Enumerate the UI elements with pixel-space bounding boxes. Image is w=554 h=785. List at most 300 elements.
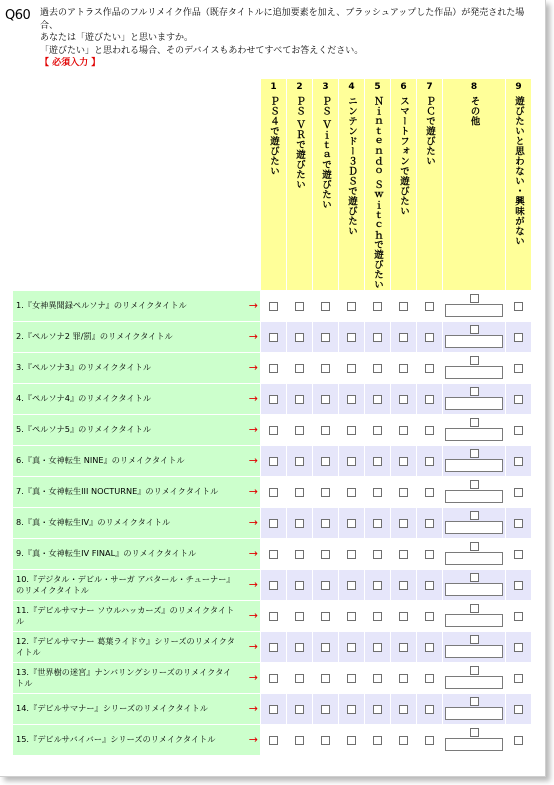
checkbox-other[interactable] — [470, 573, 479, 582]
answer-cell — [365, 384, 390, 414]
table-row — [13, 508, 531, 538]
checkbox-option-6[interactable] — [399, 550, 408, 559]
answer-cell — [287, 415, 312, 445]
answer-cell — [443, 291, 505, 321]
answer-cell — [365, 632, 390, 662]
checkbox-option-6[interactable] — [399, 705, 408, 714]
checkbox-option-4[interactable] — [347, 426, 356, 435]
question-line: あなたは「遊びたい」と思いますか。 — [40, 33, 194, 43]
checkbox-option-5[interactable] — [373, 488, 382, 497]
checkbox-option-2[interactable] — [295, 612, 304, 621]
arrow-icon: → — [248, 330, 258, 344]
table-row — [13, 539, 531, 569]
answer-cell — [443, 477, 505, 507]
checkbox-other[interactable] — [470, 418, 479, 427]
checkbox-option-3[interactable] — [321, 333, 330, 342]
checkbox-option-4[interactable] — [347, 333, 356, 342]
answer-cell — [506, 446, 531, 476]
answer-cell — [506, 322, 531, 352]
column-number: 6 — [400, 82, 407, 92]
checkbox-option-4[interactable] — [347, 674, 356, 683]
checkbox-option-2[interactable] — [295, 581, 304, 590]
checkbox-option-7[interactable] — [425, 674, 434, 683]
checkbox-other[interactable] — [470, 325, 479, 334]
answer-cell — [417, 446, 442, 476]
checkbox-option-3[interactable] — [321, 674, 330, 683]
arrow-icon: → — [248, 361, 258, 375]
checkbox-option-3[interactable] — [321, 705, 330, 714]
checkbox-option-2[interactable] — [295, 643, 304, 652]
other-option — [443, 294, 505, 317]
checkbox-option-5[interactable] — [373, 643, 382, 652]
answer-cell — [261, 291, 286, 321]
checkbox-option-2[interactable] — [295, 488, 304, 497]
checkbox-option-7[interactable] — [425, 395, 434, 404]
answer-cell — [365, 353, 390, 383]
answer-cell — [261, 353, 286, 383]
checkbox-option-5[interactable] — [373, 302, 382, 311]
checkbox-option-4[interactable] — [347, 643, 356, 652]
answer-cell — [443, 570, 505, 600]
checkbox-other[interactable] — [470, 666, 479, 675]
checkbox-other[interactable] — [470, 449, 479, 458]
checkbox-option-5[interactable] — [373, 395, 382, 404]
checkbox-option-9[interactable] — [514, 674, 523, 683]
checkbox-option-7[interactable] — [425, 333, 434, 342]
answer-cell — [339, 725, 364, 755]
checkbox-option-6[interactable] — [399, 302, 408, 311]
checkbox-option-1[interactable] — [269, 705, 278, 714]
column-number: 9 — [515, 82, 522, 92]
checkbox-option-3[interactable] — [321, 395, 330, 404]
answer-cell — [339, 353, 364, 383]
checkbox-option-9[interactable] — [514, 550, 523, 559]
answer-cell — [443, 353, 505, 383]
checkbox-option-9[interactable] — [514, 395, 523, 404]
answer-cell — [417, 508, 442, 538]
checkbox-option-6[interactable] — [399, 333, 408, 342]
checkbox-option-3[interactable] — [321, 643, 330, 652]
answer-cell — [313, 322, 338, 352]
checkbox-option-4[interactable] — [347, 612, 356, 621]
row-label-cell — [13, 446, 260, 476]
answer-cell — [339, 601, 364, 631]
checkbox-option-6[interactable] — [399, 395, 408, 404]
row-label-cell — [13, 415, 260, 445]
checkbox-option-5[interactable] — [373, 612, 382, 621]
checkbox-other[interactable] — [470, 542, 479, 551]
checkbox-other[interactable] — [470, 511, 479, 520]
checkbox-option-2[interactable] — [295, 302, 304, 311]
other-text-input[interactable] — [445, 738, 503, 751]
checkbox-other[interactable] — [470, 356, 479, 365]
other-text-input[interactable] — [445, 676, 503, 689]
checkbox-option-4[interactable] — [347, 581, 356, 590]
other-option — [443, 449, 505, 472]
header-row — [13, 79, 531, 290]
other-option — [443, 697, 505, 720]
checkbox-option-1[interactable] — [269, 302, 278, 311]
checkbox-option-5[interactable] — [373, 736, 382, 745]
other-text-input[interactable] — [445, 583, 503, 596]
answer-cell — [443, 322, 505, 352]
checkbox-option-1[interactable] — [269, 426, 278, 435]
checkbox-option-1[interactable] — [269, 674, 278, 683]
checkbox-option-9[interactable] — [514, 519, 523, 528]
row-label-cell — [13, 694, 260, 724]
checkbox-option-1[interactable] — [269, 519, 278, 528]
answer-cell — [417, 601, 442, 631]
checkbox-option-3[interactable] — [321, 488, 330, 497]
answer-cell — [391, 415, 416, 445]
answer-cell — [313, 539, 338, 569]
arrow-icon: → — [248, 547, 258, 561]
checkbox-option-7[interactable] — [425, 612, 434, 621]
table-row — [13, 415, 531, 445]
checkbox-option-4[interactable] — [347, 302, 356, 311]
checkbox-option-1[interactable] — [269, 550, 278, 559]
column-number: 7 — [426, 82, 433, 92]
answer-cell — [261, 477, 286, 507]
checkbox-option-2[interactable] — [295, 395, 304, 404]
column-label: ＰＳ４で遊びたい — [268, 96, 279, 176]
checkbox-option-7[interactable] — [425, 550, 434, 559]
checkbox-option-3[interactable] — [321, 457, 330, 466]
checkbox-option-9[interactable] — [514, 705, 523, 714]
other-option — [443, 356, 505, 379]
answer-cell — [391, 291, 416, 321]
checkbox-option-4[interactable] — [347, 519, 356, 528]
checkbox-option-9[interactable] — [514, 426, 523, 435]
checkbox-option-7[interactable] — [425, 302, 434, 311]
arrow-icon: → — [248, 423, 258, 437]
checkbox-option-5[interactable] — [373, 457, 382, 466]
checkbox-option-6[interactable] — [399, 674, 408, 683]
answer-cell — [443, 663, 505, 693]
checkbox-option-6[interactable] — [399, 581, 408, 590]
answer-cell — [313, 446, 338, 476]
question-line: 合、 — [40, 20, 59, 31]
row-label: 11.『デビルサマナー ソウルハッカーズ』のリメイクタイトル — [16, 604, 235, 626]
checkbox-option-2[interactable] — [295, 736, 304, 745]
answer-cell — [391, 322, 416, 352]
checkbox-other[interactable] — [470, 604, 479, 613]
answer-cell — [417, 725, 442, 755]
answer-cell — [313, 384, 338, 414]
row-label-cell — [13, 663, 260, 693]
arrow-icon: → — [248, 609, 258, 623]
column-header — [391, 79, 416, 290]
checkbox-option-4[interactable] — [347, 364, 356, 373]
checkbox-option-2[interactable] — [295, 457, 304, 466]
table-row — [13, 446, 531, 476]
answer-cell — [261, 632, 286, 662]
checkbox-option-9[interactable] — [514, 333, 523, 342]
answer-cell — [313, 663, 338, 693]
checkbox-other[interactable] — [470, 635, 479, 644]
row-label: 4.『ペルソナ4』のリメイクタイトル — [16, 393, 152, 404]
other-text-input[interactable] — [445, 614, 503, 627]
answer-cell — [506, 694, 531, 724]
column-number: 1 — [270, 82, 277, 92]
column-number: 2 — [296, 82, 303, 92]
checkbox-option-6[interactable] — [399, 736, 408, 745]
row-label-cell — [13, 477, 260, 507]
checkbox-option-3[interactable] — [321, 302, 330, 311]
checkbox-option-3[interactable] — [321, 612, 330, 621]
checkbox-option-1[interactable] — [269, 333, 278, 342]
checkbox-option-4[interactable] — [347, 457, 356, 466]
checkbox-option-2[interactable] — [295, 550, 304, 559]
answer-cell — [391, 477, 416, 507]
checkbox-option-7[interactable] — [425, 736, 434, 745]
answer-cell — [365, 508, 390, 538]
checkbox-option-2[interactable] — [295, 705, 304, 714]
answer-cell — [313, 694, 338, 724]
checkbox-option-3[interactable] — [321, 581, 330, 590]
other-text-input[interactable] — [445, 335, 503, 348]
answer-cell — [339, 663, 364, 693]
checkbox-option-7[interactable] — [425, 457, 434, 466]
checkbox-option-1[interactable] — [269, 643, 278, 652]
column-label: 遊びたいと思わない・興味がない — [513, 96, 524, 246]
answer-cell — [339, 291, 364, 321]
checkbox-option-9[interactable] — [514, 581, 523, 590]
row-label: 7.『真・女神転生III NOCTURNE』のリメイクタイトル — [16, 486, 219, 497]
other-option — [443, 387, 505, 410]
checkbox-option-1[interactable] — [269, 395, 278, 404]
other-text-input[interactable] — [445, 366, 503, 379]
checkbox-option-1[interactable] — [269, 488, 278, 497]
answer-cell — [313, 477, 338, 507]
answer-cell — [261, 415, 286, 445]
answer-cell — [313, 415, 338, 445]
answer-cell — [365, 663, 390, 693]
checkbox-option-4[interactable] — [347, 736, 356, 745]
answer-cell — [261, 601, 286, 631]
column-label: Ｎｉｎｔｅｎｄｏ Ｓｗｉｔｃｈで遊びたい — [372, 96, 383, 290]
answer-cell — [313, 570, 338, 600]
row-label: 13.『世界樹の迷宮』ナンバリングシリーズのリメイクタイトル — [16, 666, 232, 688]
checkbox-option-6[interactable] — [399, 488, 408, 497]
answer-cell — [417, 694, 442, 724]
checkbox-option-6[interactable] — [399, 364, 408, 373]
other-option — [443, 480, 505, 503]
other-option — [443, 604, 505, 627]
checkbox-option-5[interactable] — [373, 550, 382, 559]
question-line: 過去のアトラス作品のフルリメイク作品（既存タイトルに追加要素を加え、ブラッシュアップした作品）が発売された場 — [40, 8, 525, 18]
other-text-input[interactable] — [445, 490, 503, 503]
answer-cell — [261, 446, 286, 476]
checkbox-other[interactable] — [470, 697, 479, 706]
answer-cell — [287, 508, 312, 538]
checkbox-option-7[interactable] — [425, 426, 434, 435]
column-number: 5 — [374, 82, 381, 92]
table-row — [13, 725, 531, 755]
answer-cell — [287, 725, 312, 755]
checkbox-option-1[interactable] — [269, 736, 278, 745]
checkbox-option-2[interactable] — [295, 519, 304, 528]
table-row — [13, 632, 531, 662]
table-row — [13, 570, 531, 600]
answer-cell — [339, 384, 364, 414]
row-label-cell — [13, 322, 260, 352]
checkbox-other[interactable] — [470, 728, 479, 737]
column-label: ＰＳ Ｖｉｔａで遊びたい — [320, 96, 331, 210]
answer-cell — [443, 508, 505, 538]
column-header — [417, 79, 442, 290]
other-text-input[interactable] — [445, 459, 503, 472]
checkbox-option-9[interactable] — [514, 364, 523, 373]
checkbox-option-9[interactable] — [514, 736, 523, 745]
other-text-input[interactable] — [445, 645, 503, 658]
table-row — [13, 694, 531, 724]
row-label: 8.『真・女神転生IV』のリメイクタイトル — [16, 517, 171, 528]
checkbox-option-4[interactable] — [347, 705, 356, 714]
checkbox-option-6[interactable] — [399, 426, 408, 435]
answer-cell — [443, 446, 505, 476]
checkbox-option-5[interactable] — [373, 705, 382, 714]
checkbox-option-6[interactable] — [399, 612, 408, 621]
answer-cell — [313, 632, 338, 662]
checkbox-option-3[interactable] — [321, 519, 330, 528]
answer-cell — [339, 508, 364, 538]
answer-cell — [313, 725, 338, 755]
answer-cell — [417, 477, 442, 507]
row-label: 15.『デビルサバイバー』シリーズのリメイクタイトル — [16, 734, 216, 745]
table-row — [13, 291, 531, 321]
answer-cell — [339, 632, 364, 662]
column-label: その他 — [468, 96, 480, 126]
other-option — [443, 325, 505, 348]
checkbox-option-6[interactable] — [399, 519, 408, 528]
checkbox-option-2[interactable] — [295, 426, 304, 435]
row-label-cell — [13, 539, 260, 569]
answer-cell — [506, 663, 531, 693]
checkbox-option-6[interactable] — [399, 643, 408, 652]
question-text — [40, 7, 540, 70]
answer-cell — [506, 415, 531, 445]
other-text-input[interactable] — [445, 397, 503, 410]
column-header — [313, 79, 338, 290]
answer-cell — [339, 539, 364, 569]
answer-cell — [506, 384, 531, 414]
question-line: 「遊びたい」と思われる場合、そのデバイスもあわせてすべてお答えください。 — [40, 45, 364, 56]
answer-cell — [391, 446, 416, 476]
answer-cell — [313, 353, 338, 383]
checkbox-option-3[interactable] — [321, 550, 330, 559]
other-text-input[interactable] — [445, 552, 503, 565]
answer-cell — [391, 632, 416, 662]
checkbox-option-9[interactable] — [514, 643, 523, 652]
checkbox-option-5[interactable] — [373, 581, 382, 590]
checkbox-option-5[interactable] — [373, 519, 382, 528]
answer-cell — [417, 415, 442, 445]
checkbox-option-1[interactable] — [269, 612, 278, 621]
checkbox-other[interactable] — [470, 387, 479, 396]
checkbox-option-7[interactable] — [425, 643, 434, 652]
column-header — [287, 79, 312, 290]
answer-cell — [313, 291, 338, 321]
checkbox-option-5[interactable] — [373, 333, 382, 342]
answer-cell — [417, 570, 442, 600]
other-option — [443, 728, 505, 751]
row-label: 2.『ペルソナ2 罪/罰』のリメイクタイトル — [16, 331, 173, 342]
table-row — [13, 353, 531, 383]
checkbox-option-3[interactable] — [321, 364, 330, 373]
row-label-cell — [13, 384, 260, 414]
column-header — [443, 79, 505, 290]
checkbox-option-9[interactable] — [514, 302, 523, 311]
checkbox-option-7[interactable] — [425, 364, 434, 373]
other-text-input[interactable] — [445, 304, 503, 317]
answer-cell — [417, 384, 442, 414]
answer-cell — [261, 570, 286, 600]
answer-cell — [443, 694, 505, 724]
checkbox-option-9[interactable] — [514, 612, 523, 621]
answer-cell — [365, 446, 390, 476]
checkbox-option-2[interactable] — [295, 674, 304, 683]
row-label-cell — [13, 508, 260, 538]
arrow-icon: → — [248, 516, 258, 530]
checkbox-option-1[interactable] — [269, 457, 278, 466]
other-text-input[interactable] — [445, 428, 503, 441]
checkbox-option-5[interactable] — [373, 364, 382, 373]
answer-cell — [287, 601, 312, 631]
row-label: 6.『真・女神転生 NINE』のリメイクタイトル — [16, 455, 185, 466]
checkbox-option-5[interactable] — [373, 674, 382, 683]
other-text-input[interactable] — [445, 707, 503, 720]
checkbox-option-1[interactable] — [269, 581, 278, 590]
answer-cell — [365, 539, 390, 569]
answer-cell — [287, 632, 312, 662]
row-label-cell — [13, 570, 260, 600]
checkbox-option-4[interactable] — [347, 488, 356, 497]
answer-cell — [443, 725, 505, 755]
row-label: 9.『真・女神転生IV FINAL』のリメイクタイトル — [16, 548, 197, 559]
answer-cell — [313, 508, 338, 538]
checkbox-option-6[interactable] — [399, 457, 408, 466]
checkbox-option-3[interactable] — [321, 736, 330, 745]
arrow-icon: → — [248, 454, 258, 468]
answer-cell — [287, 694, 312, 724]
checkbox-option-2[interactable] — [295, 364, 304, 373]
answer-cell — [365, 291, 390, 321]
checkbox-other[interactable] — [470, 294, 479, 303]
checkbox-option-9[interactable] — [514, 488, 523, 497]
checkbox-option-1[interactable] — [269, 364, 278, 373]
checkbox-option-7[interactable] — [425, 519, 434, 528]
answer-cell — [287, 353, 312, 383]
other-text-input[interactable] — [445, 521, 503, 534]
answer-cell — [506, 570, 531, 600]
checkbox-option-7[interactable] — [425, 488, 434, 497]
checkbox-option-9[interactable] — [514, 457, 523, 466]
checkbox-option-7[interactable] — [425, 705, 434, 714]
other-option — [443, 418, 505, 441]
checkbox-option-5[interactable] — [373, 426, 382, 435]
column-header — [339, 79, 364, 290]
answer-cell — [506, 725, 531, 755]
checkbox-option-4[interactable] — [347, 550, 356, 559]
checkbox-option-2[interactable] — [295, 333, 304, 342]
checkbox-option-7[interactable] — [425, 581, 434, 590]
answer-cell — [287, 663, 312, 693]
checkbox-other[interactable] — [470, 480, 479, 489]
checkbox-option-3[interactable] — [321, 426, 330, 435]
checkbox-option-4[interactable] — [347, 395, 356, 404]
answer-cell — [365, 725, 390, 755]
